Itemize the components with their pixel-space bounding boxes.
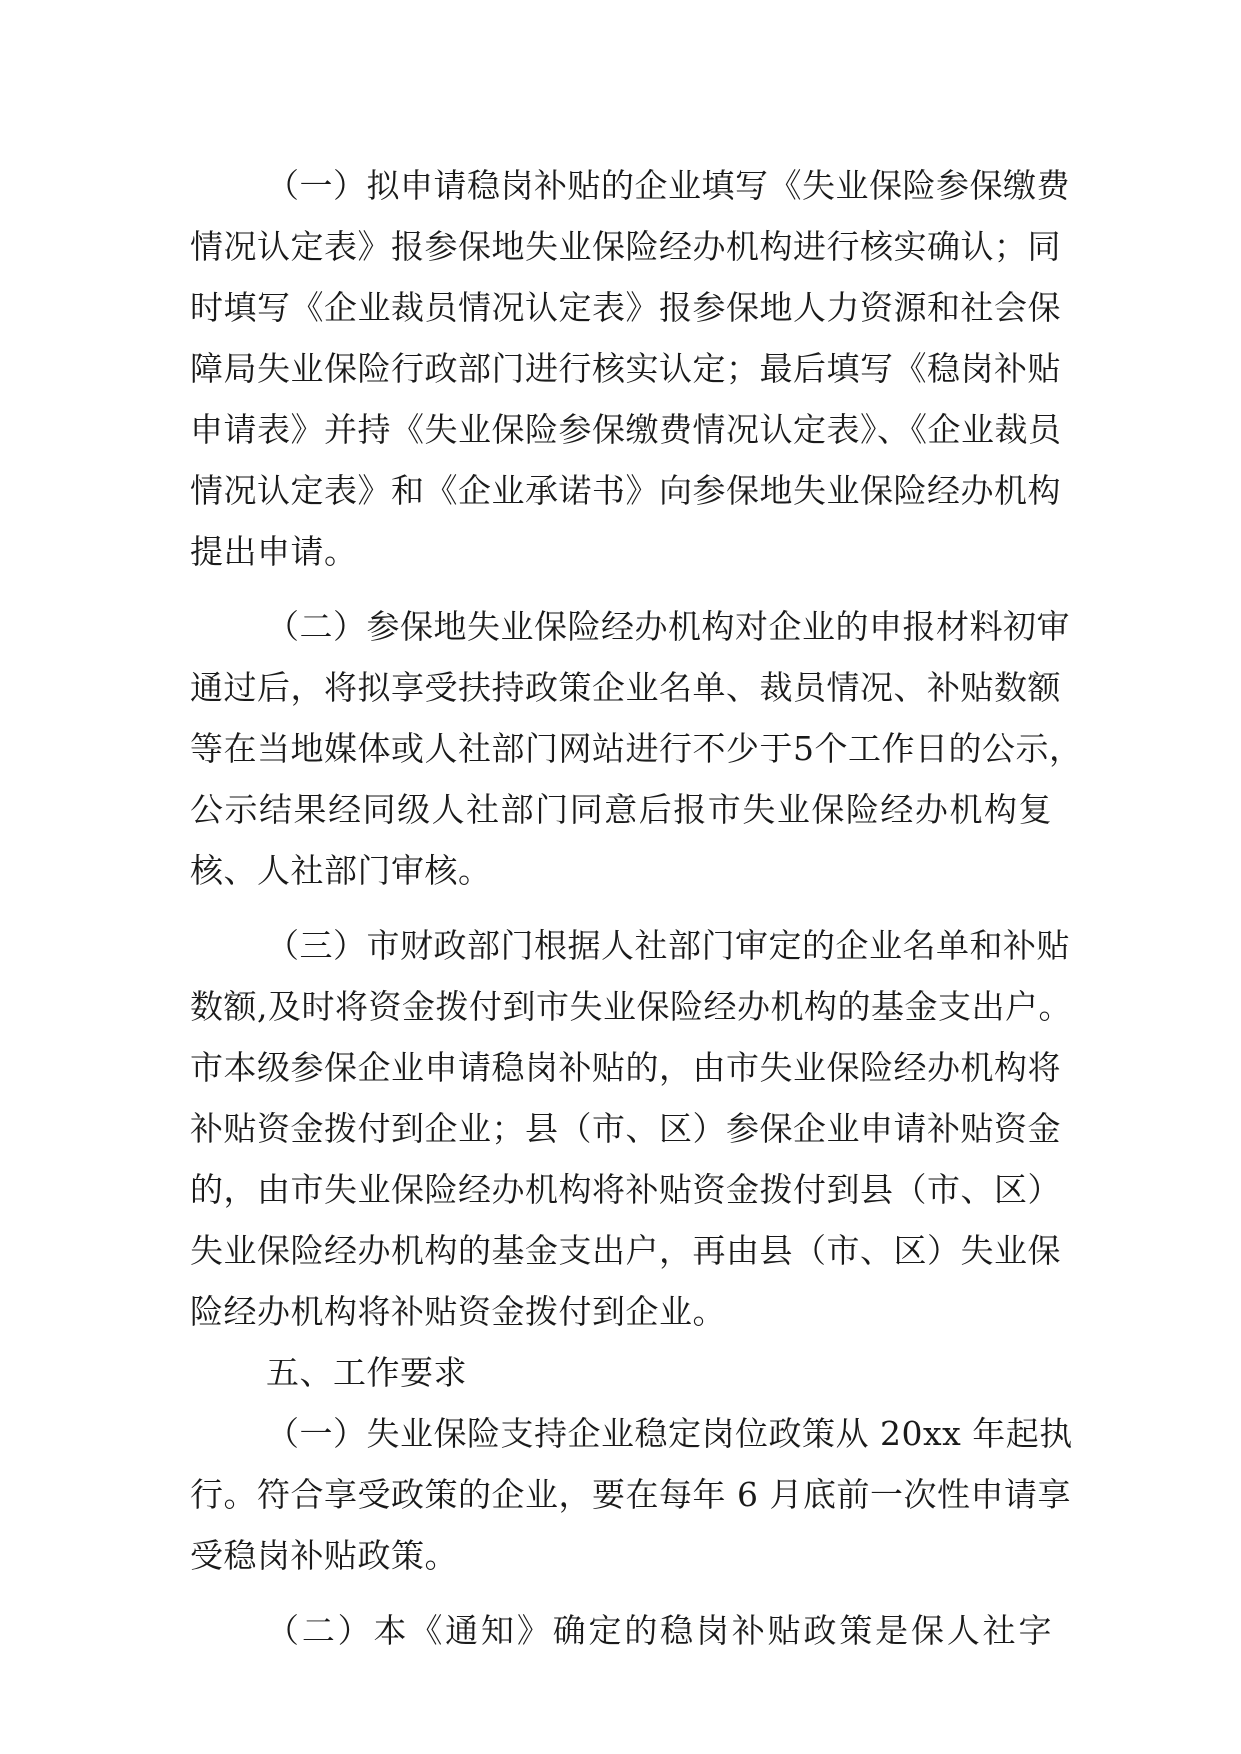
text-line: 情况认定表》和《企业承诺书》向参保地失业保险经办机构 — [190, 471, 1061, 510]
text-line: （二）参保地失业保险经办机构对企业的申报材料初审 — [266, 607, 1070, 646]
text-line: （二）本《通知》确定的稳岗补贴政策是保人社字 — [266, 1611, 1052, 1650]
paragraph-1 — [190, 155, 1070, 582]
text-line: 行。符合享受政策的企业，要在每年 6 月底前一次性申请享 — [190, 1475, 1071, 1514]
text-line: 情况认定表》报参保地失业保险经办机构进行核实确认；同 — [190, 227, 1061, 266]
text-line: 通过后，将拟享受扶持政策企业名单、裁员情况、补贴数额 — [190, 668, 1061, 707]
text-line: （一）拟申请稳岗补贴的企业填写《失业保险参保缴费 — [266, 166, 1070, 205]
text-line: 补贴资金拨付到企业；县（市、区）参保企业申请补贴资金 — [190, 1109, 1061, 1148]
text-line: 障局失业保险行政部门进行核实认定；最后填写《稳岗补贴 — [190, 349, 1061, 388]
text-line: 险经办机构将补贴资金拨付到企业。 — [190, 1292, 726, 1331]
text-line: （一）失业保险支持企业稳定岗位政策从 20xx 年起执 — [266, 1414, 1073, 1453]
paragraph-2 — [190, 596, 1083, 901]
text-line: 核、人社部门审核。 — [190, 851, 492, 890]
text-line: 受稳岗补贴政策。 — [190, 1536, 458, 1575]
text-line: 提出申请。 — [190, 532, 358, 571]
text-line: 的，由市失业保险经办机构将补贴资金拨付到县（市、区） — [190, 1170, 1061, 1209]
text-line: 公示结果经同级人社部门同意后报市失业保险经办机构复 — [190, 790, 1052, 829]
text-line: 时填写《企业裁员情况认定表》报参保地人力资源和社会保 — [190, 288, 1061, 327]
paragraph-3 — [190, 915, 1072, 1342]
text-line: 失业保险经办机构的基金支出户，再由县（市、区）失业保 — [190, 1231, 1061, 1270]
text-line: 市本级参保企业申请稳岗补贴的，由市失业保险经办机构将 — [190, 1048, 1061, 1087]
text-line: 申请表》并持《失业保险参保缴费情况认定表》、《企业裁员 — [190, 410, 1062, 449]
section-heading — [190, 1342, 1052, 1403]
document-page — [190, 155, 1083, 1661]
paragraph-5 — [190, 1403, 1073, 1586]
text-line: （三）市财政部门根据人社部门审定的企业名单和补贴 — [266, 926, 1070, 965]
paragraph-6 — [190, 1600, 1052, 1661]
section-heading-text: 五、工作要求 — [266, 1353, 467, 1392]
text-line: 数额,及时将资金拨付到市失业保险经办机构的基金支出户。 — [190, 987, 1072, 1026]
text-line: 等在当地媒体或人社部门网站进行不少于5个工作日的公示， — [190, 729, 1083, 768]
